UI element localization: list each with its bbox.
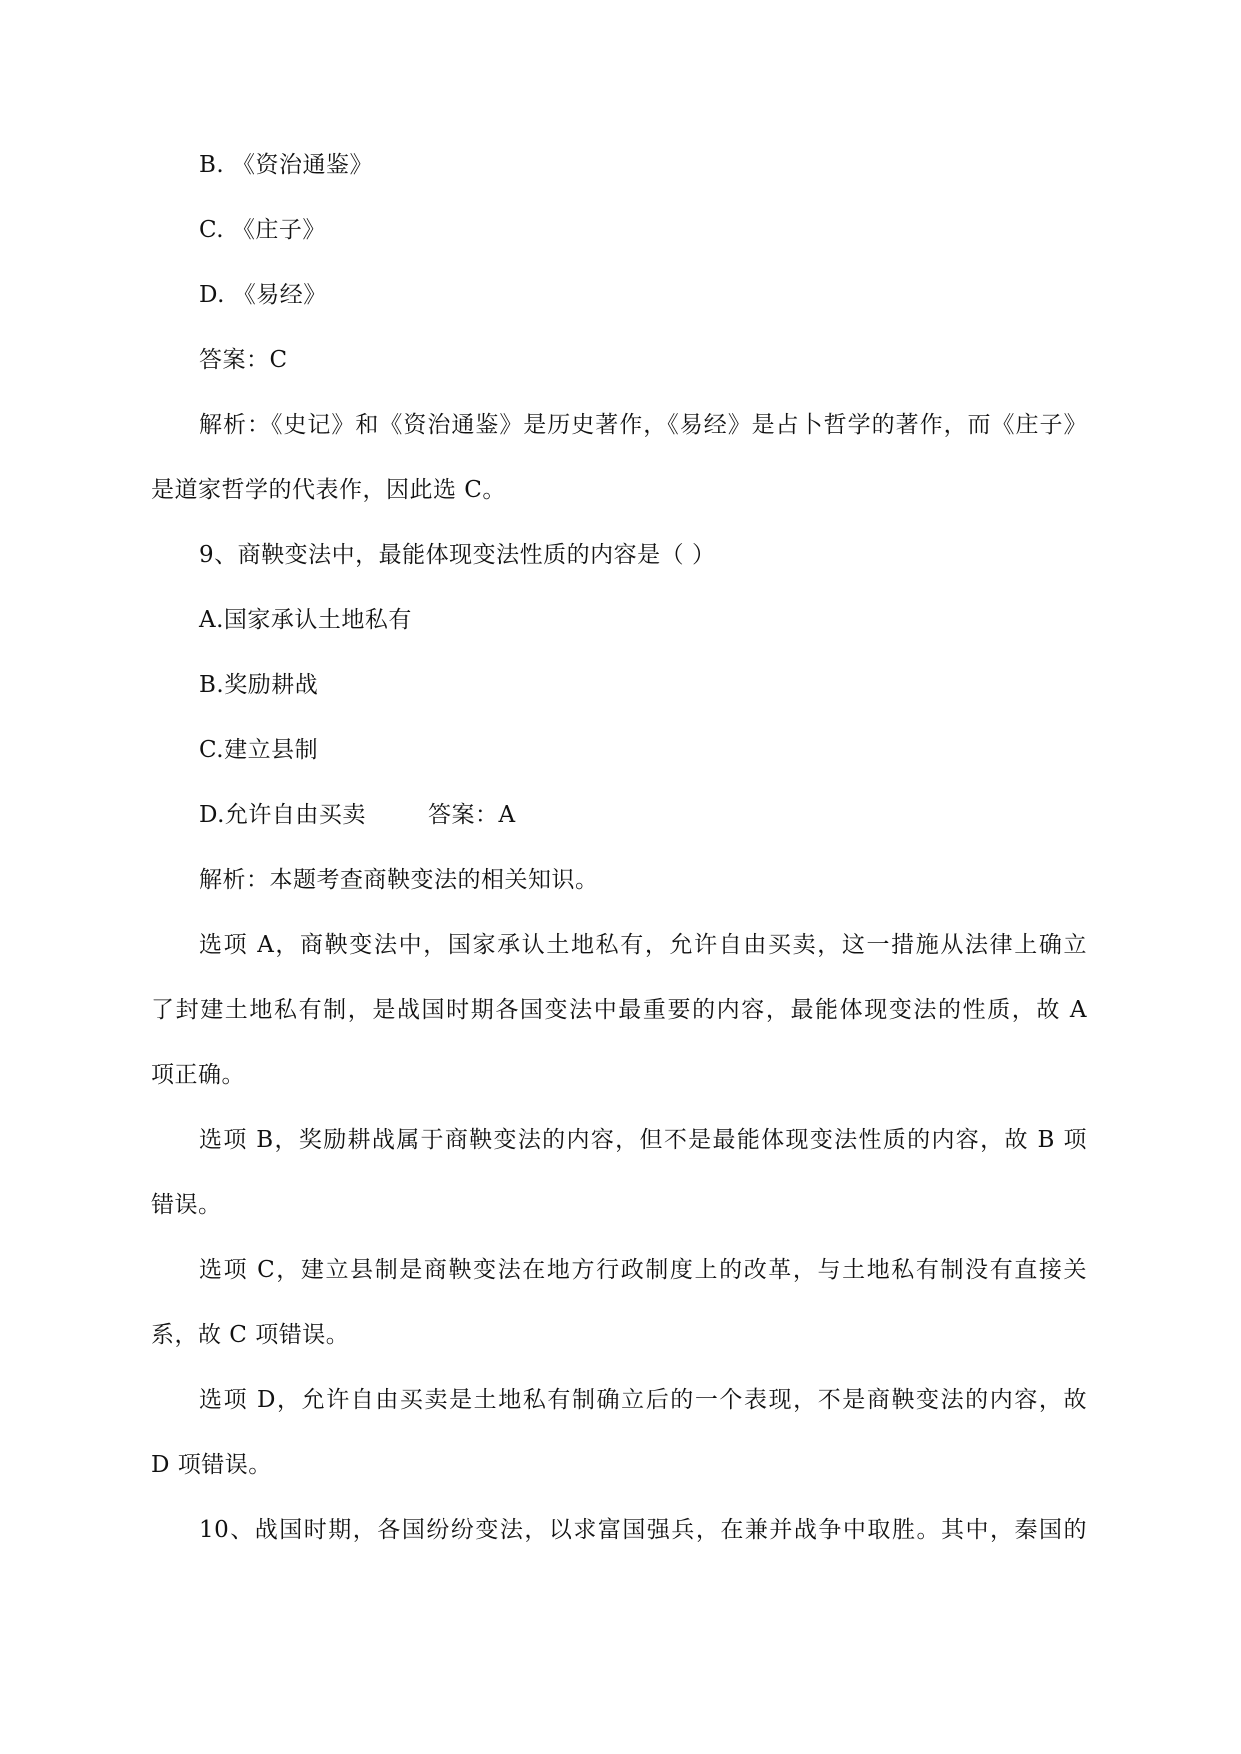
prev-answer: 答案：C bbox=[199, 347, 288, 373]
q9-option-c: C.建立县制 bbox=[199, 737, 319, 763]
prev-analysis-line2: 是道家哲学的代表作，因此选 C。 bbox=[151, 477, 506, 503]
q9-option-d: D.允许自由买卖 bbox=[199, 802, 366, 828]
q9-analysis-intro: 解析：本题考查商鞅变法的相关知识。 bbox=[199, 867, 599, 893]
prev-analysis-line1: 解析：《史记》和《资治通鉴》是历史著作，《易经》是占卜哲学的著作，而《庄子》 bbox=[199, 412, 1087, 438]
q9-analysis-c-line2: 系，故 C 项错误。 bbox=[151, 1322, 350, 1348]
q9-analysis-b-line1: 选项 B，奖励耕战属于商鞅变法的内容，但不是最能体现变法性质的内容，故 B 项 bbox=[199, 1127, 1087, 1153]
q9-analysis-a-line2: 了封建土地私有制，是战国时期各国变法中最重要的内容，最能体现变法的性质，故 A bbox=[151, 997, 1087, 1023]
q9-analysis-d-line1: 选项 D，允许自由买卖是土地私有制确立后的一个表现，不是商鞅变法的内容，故 bbox=[199, 1387, 1087, 1413]
q9-analysis-c-line1: 选项 C，建立县制是商鞅变法在地方行政制度上的改革，与土地私有制没有直接关 bbox=[199, 1257, 1087, 1283]
q9-option-d-row bbox=[199, 800, 516, 830]
q9-analysis-a-line1: 选项 A，商鞅变法中，国家承认土地私有，允许自由买卖，这一措施从法律上确立 bbox=[199, 932, 1087, 958]
q10-stem-line1: 10、战国时期，各国纷纷变法，以求富国强兵，在兼并战争中取胜。其中，秦国的 bbox=[199, 1517, 1087, 1543]
prev-option-b: B. 《资治通鉴》 bbox=[199, 152, 374, 178]
q9-answer: 答案：A bbox=[427, 802, 516, 828]
q9-option-a: A.国家承认土地私有 bbox=[199, 607, 412, 633]
q9-option-b: B.奖励耕战 bbox=[199, 672, 319, 698]
q9-analysis-d-line2: D 项错误。 bbox=[151, 1452, 272, 1478]
prev-option-c: C. 《庄子》 bbox=[199, 217, 326, 243]
prev-option-d: D. 《易经》 bbox=[199, 282, 327, 308]
q9-stem: 9、商鞅变法中，最能体现变法性质的内容是（ ） bbox=[199, 542, 716, 568]
q9-analysis-a-line3: 项正确。 bbox=[151, 1062, 245, 1088]
q9-analysis-b-line2: 错误。 bbox=[151, 1192, 222, 1218]
